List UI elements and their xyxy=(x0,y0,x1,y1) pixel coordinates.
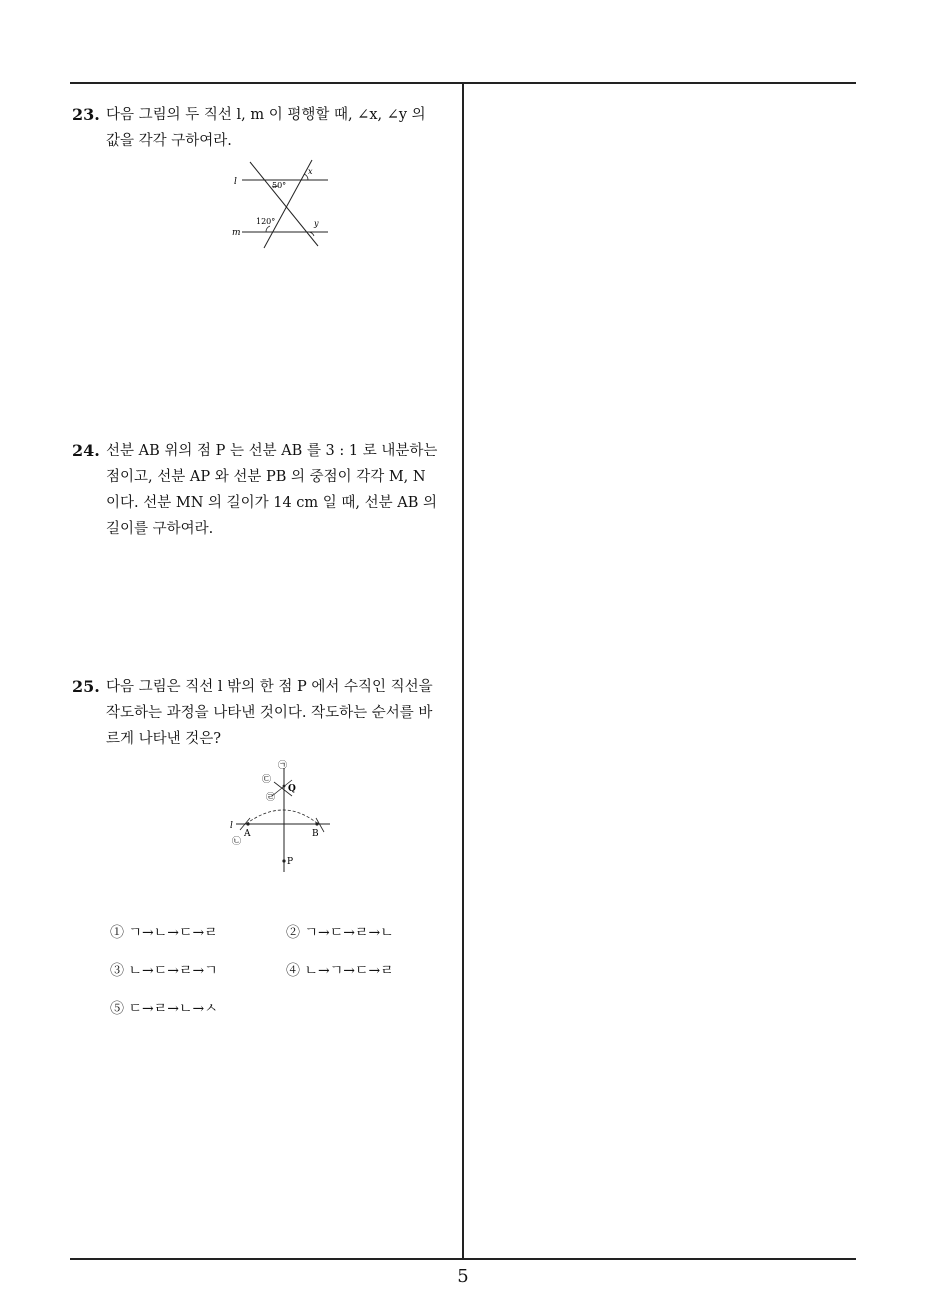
label-angle-120: 120° xyxy=(256,217,276,226)
point-p-dot xyxy=(282,859,285,862)
question-24 xyxy=(72,438,458,542)
label-point-p: P xyxy=(287,857,294,867)
label-point-q: Q xyxy=(288,784,296,794)
angle-arc-120 xyxy=(266,226,270,232)
text-line: 이다. 선분 MN 의 길이가 14 cm 일 때, 선분 AB 의 xyxy=(106,495,437,511)
choice-5[interactable]: ⑤ ㄷ→ㄹ→ㄴ→ㅅ xyxy=(110,1001,218,1017)
column-divider xyxy=(462,82,464,1260)
label-point-b: B xyxy=(312,829,319,839)
step-mark-1: ㉠ xyxy=(278,761,288,771)
point-b-dot xyxy=(315,822,318,825)
choice-2[interactable]: ② ㄱ→ㄷ→ㄹ→ㄴ xyxy=(286,925,394,941)
label-m: m xyxy=(232,228,241,238)
text-line: 값을 각각 구하여라. xyxy=(106,133,232,149)
bottom-rule xyxy=(70,1258,856,1260)
choice-4[interactable]: ④ ㄴ→ㄱ→ㄷ→ㄹ xyxy=(286,963,394,979)
point-a-dot xyxy=(246,822,249,825)
label-line-l: l xyxy=(230,821,233,831)
text-line: 르게 나타낸 것은? xyxy=(106,731,222,747)
question-23 xyxy=(72,102,458,154)
question-number: 25. xyxy=(72,677,100,696)
point-q-dot xyxy=(283,785,286,788)
question-text xyxy=(106,674,458,752)
parallel-lines-figure xyxy=(226,156,336,252)
question-text xyxy=(106,438,458,542)
text-line: 다음 그림은 직선 l 밖의 한 점 P 에서 수직인 직선을 xyxy=(106,679,433,695)
question-number: 24. xyxy=(72,441,100,460)
step-mark-3: ㉣ xyxy=(266,793,276,803)
choice-1[interactable]: ① ㄱ→ㄴ→ㄷ→ㄹ xyxy=(110,925,218,941)
text-line: 길이를 구하여라. xyxy=(106,521,214,537)
text-line: 선분 AB 위의 점 P 는 선분 AB 를 3 : 1 로 내분하는 xyxy=(106,443,438,459)
text-line: 작도하는 과정을 나타낸 것이다. 작도하는 순서를 바 xyxy=(106,705,433,721)
text-line: 점이고, 선분 AP 와 선분 PB 의 중점이 각각 M, N xyxy=(106,469,426,485)
question-number: 23. xyxy=(72,105,100,124)
label-angle-x: x xyxy=(308,167,313,176)
question-text xyxy=(106,102,458,154)
question-25 xyxy=(72,674,458,752)
transversal-2 xyxy=(264,160,312,248)
choice-3[interactable]: ③ ㄴ→ㄷ→ㄹ→ㄱ xyxy=(110,963,218,979)
perpendicular-construction-figure xyxy=(226,756,336,876)
label-point-a: A xyxy=(244,829,251,839)
step-mark-2: ㉢ xyxy=(262,775,272,785)
label-l: l xyxy=(234,177,237,187)
page-number: 5 xyxy=(457,1266,469,1287)
text-line: 다음 그림의 두 직선 l, m 이 평행할 때, ∠x, ∠y 의 xyxy=(106,107,426,123)
step-mark-4: ㉡ xyxy=(232,837,242,847)
construction-arc xyxy=(246,810,318,824)
label-angle-y: y xyxy=(314,219,319,228)
label-angle-50: 50° xyxy=(272,181,287,190)
